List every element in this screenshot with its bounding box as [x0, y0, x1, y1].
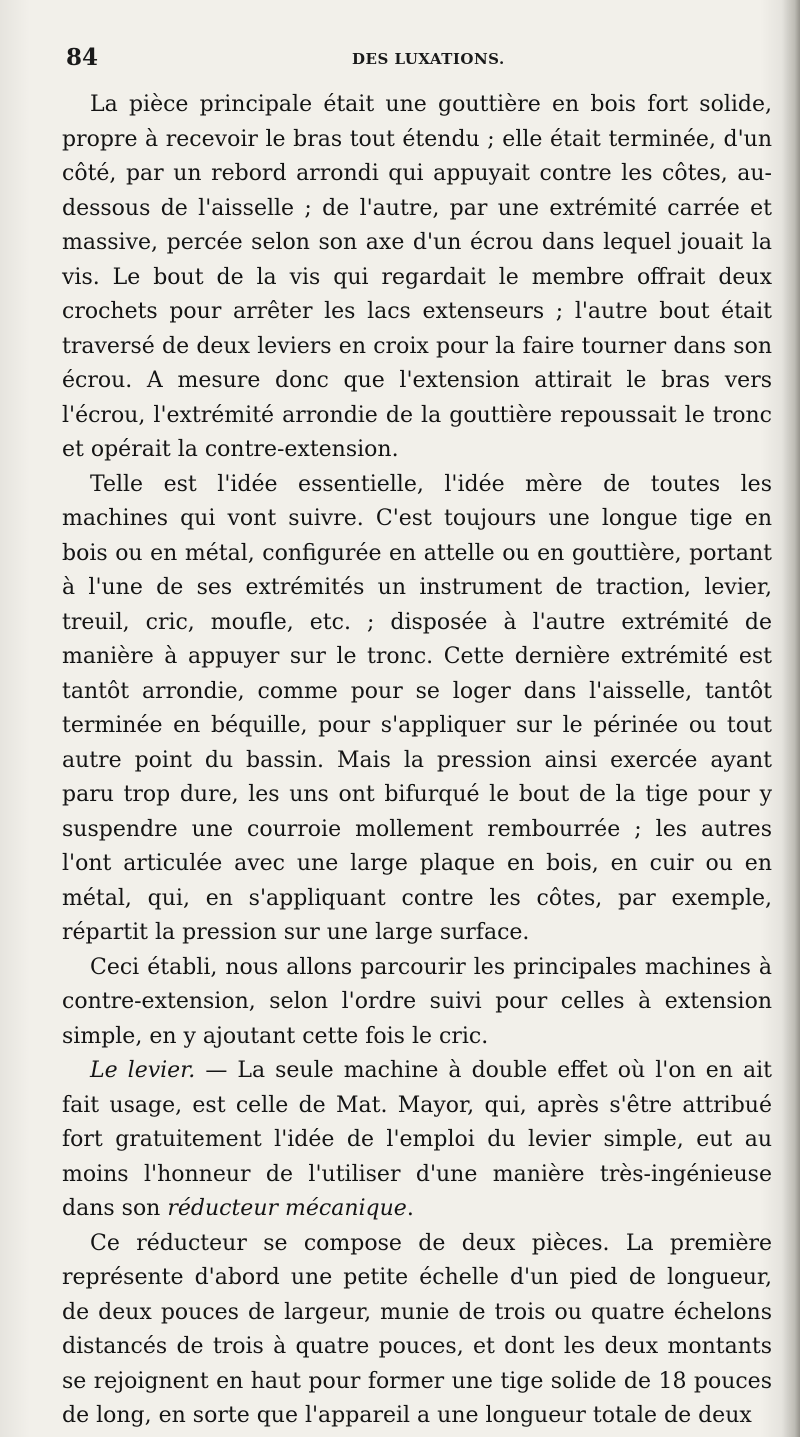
body-text — [62, 88, 772, 1434]
page-number: 84 — [66, 44, 99, 71]
page-gutter-shadow — [782, 0, 800, 1437]
paragraph-5: Ce réducteur se compose de deux pièces. La première représente d'abord une petite échelle d'un pied de longueur, de deux pouces de largeur, munie de trois ou quatre échelons distancés de trois à quatre pouces, et dont les deux montants se rejoignent en haut pour former une tige solide de 18 pouces de long, en sorte que l'appareil a une longueur totale de deux — [62, 1230, 772, 1428]
paragraph-4-end: . — [406, 1196, 414, 1221]
paragraph-2: Telle est l'idée essentielle, l'idée mère de toutes les machines qui vont suivre. C'est toujours une longue tige en bois ou en métal, configurée en attelle ou en gouttière, portant à l'une de ses extrémités un instrument de traction, levier, treuil, cric, moufle, etc. ; disposée à l'autre extrémité de manière à appuyer sur le tronc. Cette dernière extrémité est tantôt arrondie, comme pour se loger dans l'aisselle, tantôt terminée en béquille, pour s'appliquer sur le périnée ou tout autre point du bassin. Mais la pression ainsi exercée ayant paru trop dure, les uns ont bifurqué le bout de la tige pour y suspendre une courroie mollement rembourrée ; les autres l'ont articulée avec une large plaque en bois, en cuir ou en métal, qui, en s'appliquant contre les côtes, par exemple, répartit la pression sur une large surface. — [62, 471, 772, 945]
running-head: DES LUXATIONS. — [352, 50, 505, 68]
page-header — [66, 44, 766, 74]
italic-reducteur-mecanique: réducteur mécanique — [167, 1196, 407, 1221]
paragraph-4 — [62, 1054, 772, 1227]
section-lead-levier: Le levier. — [90, 1058, 196, 1083]
paragraph-1: La pièce principale était une gouttière en bois fort solide, propre à recevoir le bras tout étendu ; elle était terminée, d'un côté, par un rebord arrondi qui appuyait contre les côtes, au-dessous de l'aisselle ; de l'autre, par une extrémité carrée et massive, percée selon son axe d'un écrou dans lequel jouait la vis. Le bout de la vis qui regardait le membre offrait deux crochets pour arrêter les lacs extenseurs ; l'autre bout était traversé de deux leviers en croix pour la faire tourner dans son écrou. A mesure donc que l'extension attirait le bras vers l'écrou, l'extrémité arrondie de la gouttière repoussait le tronc et opérait la contre-extension. — [62, 92, 772, 462]
paragraph-4-text: — La seule machine à double effet où l'on en ait fait usage, est celle de Mat. Mayor, qui, après s'être attribué fort gratuitement l'idée de l'emploi du levier simple, eut au moins l'honneur de l'utiliser d'une manière très-ingénieuse dans son — [62, 1058, 772, 1221]
paragraph-3: Ceci établi, nous allons parcourir les principales machines à contre-extension, selon l'ordre suivi pour celles à extension simple, en y ajoutant cette fois le cric. — [62, 954, 772, 1049]
